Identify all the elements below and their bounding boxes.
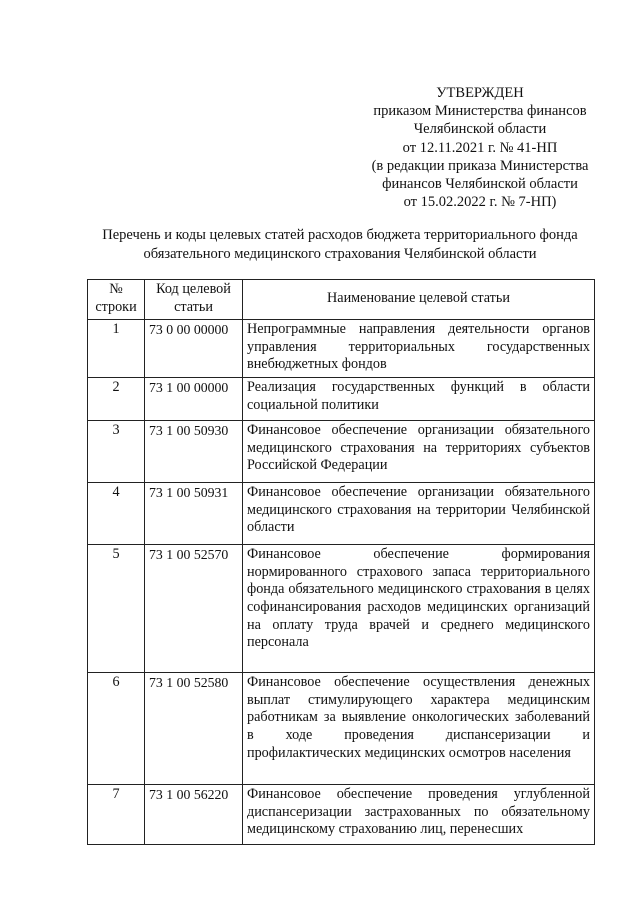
row-name: Непрограммные направления деятельности органов управления территориальных государственных внебюджетных фондов xyxy=(243,320,595,378)
table-row xyxy=(88,785,595,845)
table-row xyxy=(88,421,595,483)
row-name: Финансовое обеспечение осуществления денежных выплат стимулирующего характера медицинским работникам за выявление онкологических заболеваний в ходе проведения диспансеризации и профилактических медицинских осмотров населения xyxy=(243,673,595,785)
table-row xyxy=(88,378,595,421)
header-code: Код целевой статьи xyxy=(145,280,243,320)
row-name: Финансовое обеспечение формирования нормированного страхового запаса территориального фонда обязательного медицинского страхования в целях софинансирования расходов медицинских организаций на оплату труда врачей и среднего медицинского персонала xyxy=(243,545,595,673)
table-header-row xyxy=(88,280,595,320)
row-name: Финансовое обеспечение организации обязательного медицинского страхования на территориях субъектов Российской Федерации xyxy=(243,421,595,483)
table-row xyxy=(88,483,595,545)
row-name: Финансовое обеспечение организации обязательного медицинского страхования на территории Челябинской области xyxy=(243,483,595,545)
row-code: 73 1 00 52580 xyxy=(145,673,243,785)
row-code: 73 0 00 00000 xyxy=(145,320,243,378)
heading-line-1: Перечень и коды целевых статей расходов бюджета территориального фонда xyxy=(102,227,578,243)
row-name: Реализация государственных функций в области социальной политики xyxy=(243,378,595,421)
row-number: 2 xyxy=(88,378,145,421)
header-name: Наименование целевой статьи xyxy=(243,280,595,320)
approval-line: финансов Челябинской области xyxy=(382,176,578,193)
row-code: 73 1 00 00000 xyxy=(145,378,243,421)
row-code: 73 1 00 50930 xyxy=(145,421,243,483)
approval-line: приказом Министерства финансов xyxy=(373,103,587,120)
row-number: 1 xyxy=(88,320,145,378)
approval-block xyxy=(340,84,620,211)
approval-title: УТВЕРЖДЕН xyxy=(436,85,524,101)
row-number: 7 xyxy=(88,785,145,845)
row-number: 5 xyxy=(88,545,145,673)
row-code: 73 1 00 50931 xyxy=(145,483,243,545)
table-row xyxy=(88,673,595,785)
target-articles-table xyxy=(87,279,595,845)
row-number: 6 xyxy=(88,673,145,785)
row-number: 3 xyxy=(88,421,145,483)
approval-line: Челябинской области xyxy=(413,121,547,138)
row-number: 4 xyxy=(88,483,145,545)
table-row xyxy=(88,545,595,673)
row-name: Финансовое обеспечение проведения углубленной диспансеризации застрахованных по обязательному медицинскому страхованию лиц, перенесших xyxy=(243,785,595,845)
table-row xyxy=(88,320,595,378)
row-code: 73 1 00 52570 xyxy=(145,545,243,673)
approval-line: от 12.11.2021 г. № 41-НП xyxy=(402,139,558,156)
approval-line: от 15.02.2022 г. № 7-НП) xyxy=(403,194,557,211)
document-heading xyxy=(70,226,610,263)
row-code: 73 1 00 56220 xyxy=(145,785,243,845)
heading-line-2: обязательного медицинского страхования Челябинской области xyxy=(143,245,537,262)
header-row-number: № строки xyxy=(88,280,145,320)
approval-line: (в редакции приказа Министерства xyxy=(371,157,589,174)
